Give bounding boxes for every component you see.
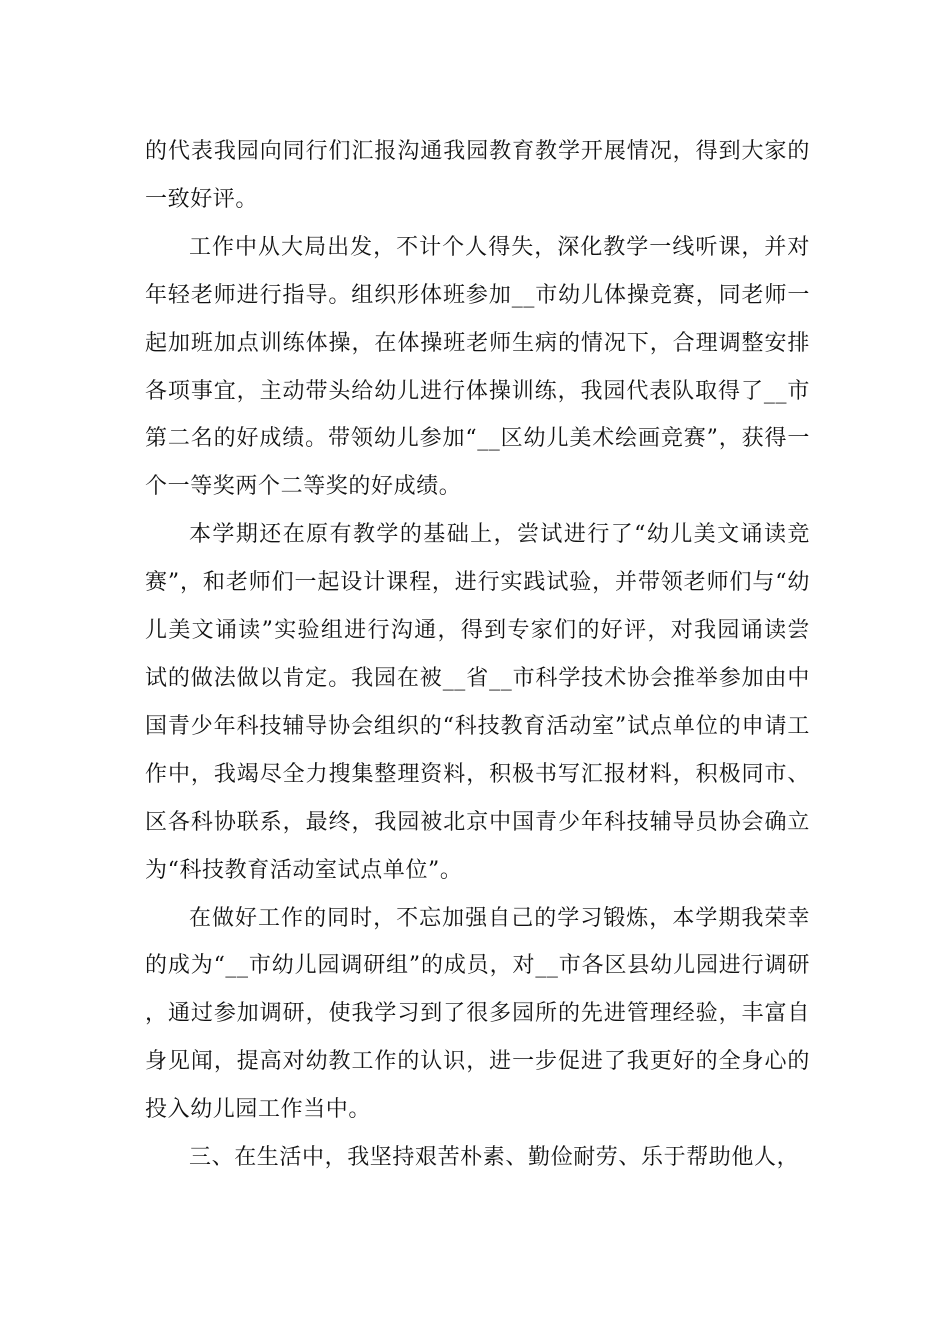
paragraph-5: 三、在生活中，我坚持艰苦朴素、勤俭耐劳、乐于帮助他人， bbox=[189, 1145, 800, 1171]
paragraph-3: 本学期还在原有教学的基础上，尝试进行了“幼儿美文诵读竞赛”，和老师们一起设计课程，进行实践试验，并带领老师们与“幼儿美文诵读”实验组进行沟通，得到专家们的好评，对我园诵读尝试的做法做以肯定。我园在被__省__市科学技术协会推举参加由中国青少年科技辅导协会组织的“科技教育活动室”试点单位的申请工作中，我竭尽全力搜集整理资料，积极书写汇报材料，积极同市、区各科协联系，最终，我园被北京中国青少年科技辅导员协会确立为“科技教育活动室试点单位”。 bbox=[145, 522, 810, 883]
paragraph-1: 的代表我园向同行们汇报沟通我园教育教学开展情况，得到大家的一致好评。 bbox=[145, 139, 810, 212]
paragraph-2: 工作中从大局出发，不计个人得失，深化教学一线听课，并对年轻老师进行指导。组织形体班参加__市幼儿体操竞赛，同老师一起加班加点训练体操，在体操班老师生病的情况下，合理调整安排各项事宜，主动带头给幼儿进行体操训练，我园代表队取得了__市第二名的好成绩。带领幼儿参加“__区幼儿美术绘画竞赛”，获得一个一等奖两个二等奖的好成绩。 bbox=[145, 234, 810, 500]
document-body bbox=[145, 128, 810, 1182]
paragraph-4: 在做好工作的同时，不忘加强自己的学习锻炼，本学期我荣幸的成为“__市幼儿园调研组”的成员，对__市各区县幼儿园进行调研，通过参加调研，使我学习到了很多园所的先进管理经验，丰富自身见闻，提高对幼教工作的认识，进一步促进了我更好的全身心的投入幼儿园工作当中。 bbox=[145, 905, 810, 1123]
